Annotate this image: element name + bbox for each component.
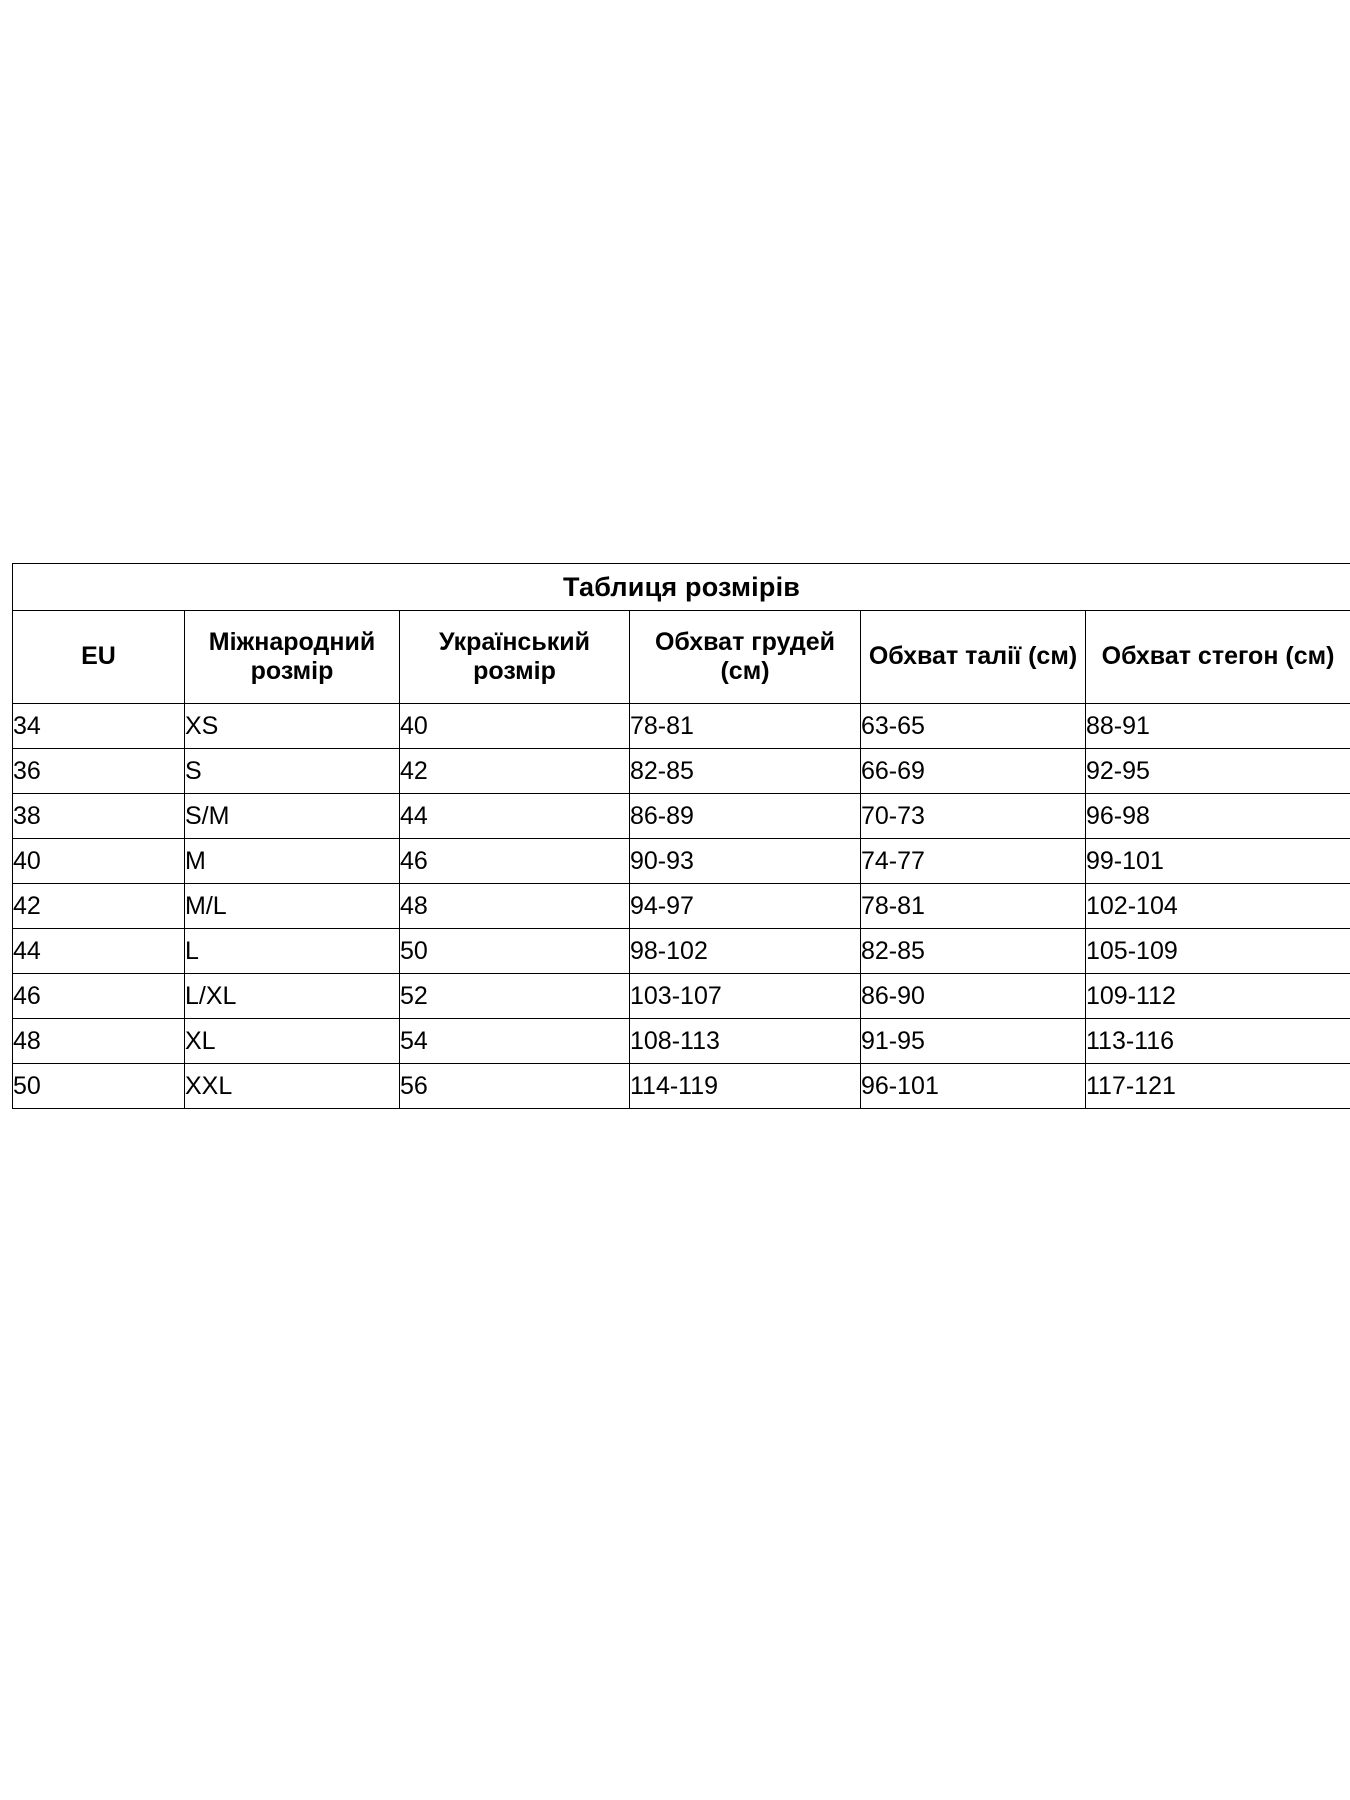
column-header-hips: Обхват стегон (см)	[1086, 611, 1350, 704]
column-header-waist: Обхват талії (см)	[861, 611, 1086, 704]
table-row	[13, 839, 1350, 884]
cell-international-size: XS	[185, 704, 400, 749]
table-row	[13, 929, 1350, 974]
cell-hips: 109-112	[1086, 974, 1350, 1019]
cell-ukrainian-size: 46	[400, 839, 630, 884]
cell-ukrainian-size: 52	[400, 974, 630, 1019]
cell-international-size: XL	[185, 1019, 400, 1064]
page-title: Таблиця розмірів	[13, 564, 1350, 611]
cell-chest: 82-85	[630, 749, 861, 794]
cell-international-size: S/M	[185, 794, 400, 839]
column-header-chest: Обхват грудей (см)	[630, 611, 861, 704]
column-header-eu: EU	[13, 611, 185, 704]
cell-eu: 38	[13, 794, 185, 839]
cell-international-size: L/XL	[185, 974, 400, 1019]
cell-hips: 88-91	[1086, 704, 1350, 749]
cell-hips: 92-95	[1086, 749, 1350, 794]
table-header-row	[13, 611, 1350, 704]
cell-ukrainian-size: 50	[400, 929, 630, 974]
cell-eu: 42	[13, 884, 185, 929]
cell-chest: 114-119	[630, 1064, 861, 1109]
table-row	[13, 1019, 1350, 1064]
cell-chest: 94-97	[630, 884, 861, 929]
cell-hips: 105-109	[1086, 929, 1350, 974]
cell-chest: 108-113	[630, 1019, 861, 1064]
cell-eu: 36	[13, 749, 185, 794]
cell-ukrainian-size: 44	[400, 794, 630, 839]
cell-ukrainian-size: 54	[400, 1019, 630, 1064]
cell-chest: 86-89	[630, 794, 861, 839]
table-row	[13, 884, 1350, 929]
cell-waist: 66-69	[861, 749, 1086, 794]
cell-waist: 78-81	[861, 884, 1086, 929]
table-row	[13, 974, 1350, 1019]
cell-chest: 103-107	[630, 974, 861, 1019]
cell-waist: 86-90	[861, 974, 1086, 1019]
cell-international-size: M/L	[185, 884, 400, 929]
table-row	[13, 1064, 1350, 1109]
cell-international-size: L	[185, 929, 400, 974]
cell-eu: 46	[13, 974, 185, 1019]
cell-eu: 34	[13, 704, 185, 749]
table-row	[13, 704, 1350, 749]
size-chart-container	[12, 563, 1350, 1109]
cell-waist: 96-101	[861, 1064, 1086, 1109]
cell-waist: 74-77	[861, 839, 1086, 884]
cell-hips: 102-104	[1086, 884, 1350, 929]
cell-hips: 96-98	[1086, 794, 1350, 839]
cell-hips: 113-116	[1086, 1019, 1350, 1064]
cell-waist: 82-85	[861, 929, 1086, 974]
cell-ukrainian-size: 40	[400, 704, 630, 749]
cell-waist: 70-73	[861, 794, 1086, 839]
table-row	[13, 794, 1350, 839]
cell-eu: 44	[13, 929, 185, 974]
cell-chest: 78-81	[630, 704, 861, 749]
column-header-ukrainian-size: Український розмір	[400, 611, 630, 704]
cell-hips: 99-101	[1086, 839, 1350, 884]
cell-international-size: M	[185, 839, 400, 884]
cell-ukrainian-size: 48	[400, 884, 630, 929]
cell-waist: 91-95	[861, 1019, 1086, 1064]
cell-international-size: XXL	[185, 1064, 400, 1109]
cell-chest: 98-102	[630, 929, 861, 974]
cell-hips: 117-121	[1086, 1064, 1350, 1109]
cell-eu: 48	[13, 1019, 185, 1064]
table-title-row	[13, 564, 1350, 611]
column-header-international-size: Міжнародний розмір	[185, 611, 400, 704]
cell-chest: 90-93	[630, 839, 861, 884]
table-row	[13, 749, 1350, 794]
cell-waist: 63-65	[861, 704, 1086, 749]
cell-ukrainian-size: 42	[400, 749, 630, 794]
cell-eu: 50	[13, 1064, 185, 1109]
size-chart-table	[12, 563, 1350, 1109]
cell-ukrainian-size: 56	[400, 1064, 630, 1109]
cell-eu: 40	[13, 839, 185, 884]
cell-international-size: S	[185, 749, 400, 794]
